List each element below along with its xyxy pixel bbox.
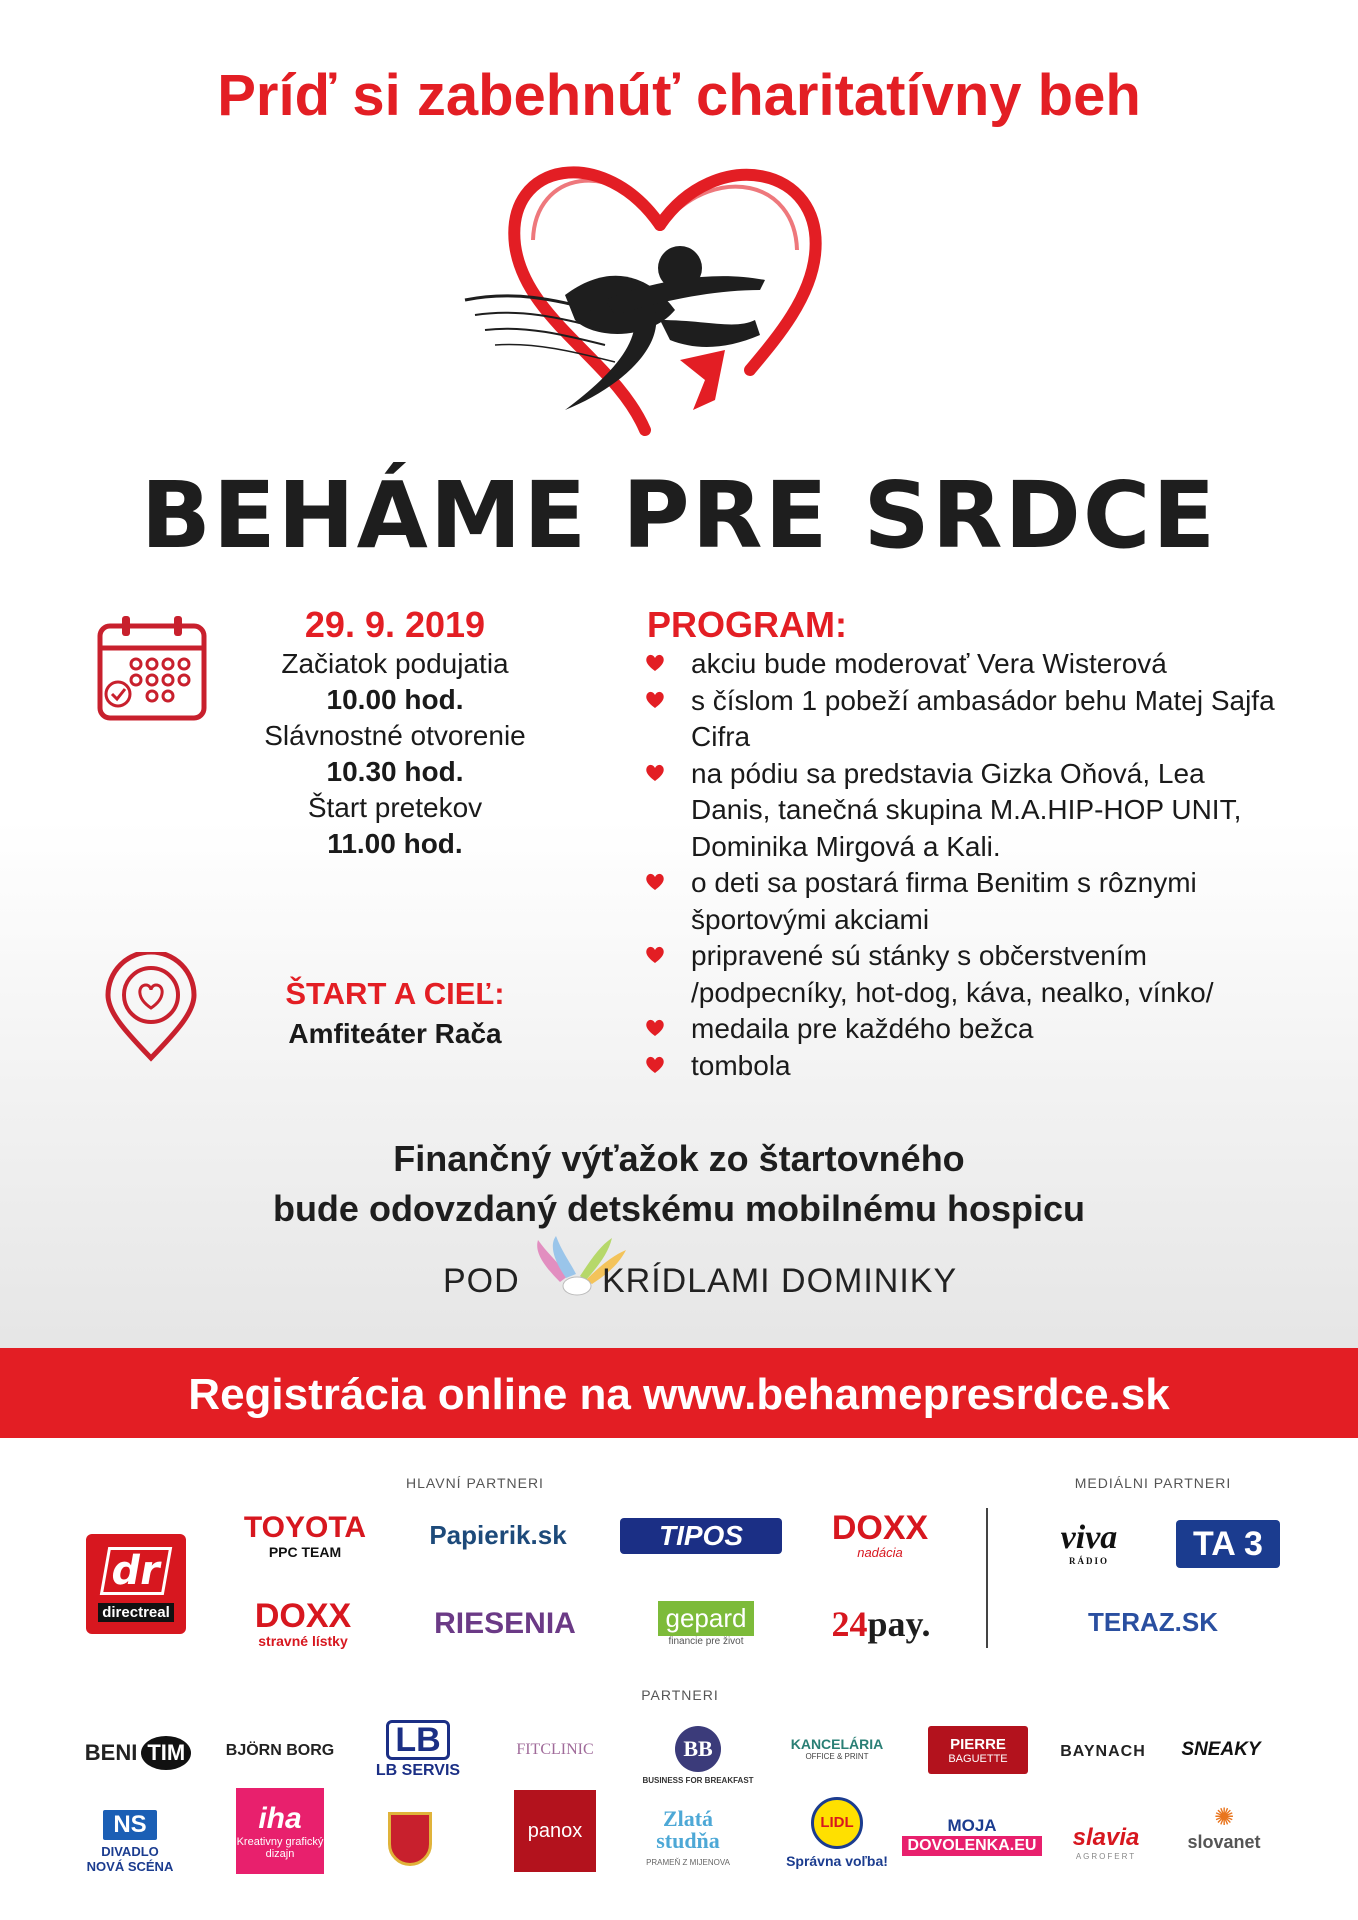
lidl-mark: LIDL xyxy=(811,1797,863,1849)
b4b-name: BUSINESS FOR BREAKFAST xyxy=(642,1775,754,1785)
program-list xyxy=(645,646,1285,1084)
ns-line2: NOVÁ SCÉNA xyxy=(86,1859,174,1874)
proceeds-line-1: Finančný výťažok zo štartovného xyxy=(393,1138,965,1179)
riesenia-logo: RIESENIA xyxy=(434,1607,576,1640)
event-title: BEHÁME PRE SRDCE xyxy=(140,462,1218,569)
event-invitation-heading: Príď si zabehnúť charitatívny beh xyxy=(217,63,1141,128)
ns-mark: NS xyxy=(103,1810,156,1840)
media-partners-label: MEDIÁLNI PARTNERI xyxy=(1074,1475,1232,1491)
program-item-text: na pódiu sa predstavia Gizka Oňová, Lea Danis, tanečná skupina M.A.HIP-HOP UNIT, Dominika Mirgová a Kali. xyxy=(691,757,1242,862)
iha-sub: Kreativny grafický dizajn xyxy=(236,1836,324,1860)
toyota-name: TOYOTA xyxy=(243,1511,367,1544)
start-finish-label: ŠTART A CIEĽ: xyxy=(285,976,505,1011)
main-partners-label: HLAVNÍ PARTNERI xyxy=(406,1475,544,1491)
calendar-icon xyxy=(96,612,208,722)
directreal-name: directreal xyxy=(98,1603,174,1622)
lb-servis-logo xyxy=(368,1718,468,1782)
ta3-logo: TA 3 xyxy=(1176,1520,1280,1568)
ns-line1: DIVADLO xyxy=(101,1844,159,1859)
pierre-baguette-logo xyxy=(928,1726,1028,1774)
slavia-logo xyxy=(1060,1820,1152,1864)
heart-bullet-icon xyxy=(645,946,665,964)
start-finish-place: Amfiteáter Rača xyxy=(288,1018,502,1049)
registration-link[interactable]: Registrácia online na www.behamepresrdce.sk xyxy=(188,1370,1170,1419)
heart-bullet-icon xyxy=(645,654,665,672)
dovolenka-name: DOVOLENKA.EU xyxy=(902,1836,1043,1856)
iha-name: iha xyxy=(258,1802,302,1835)
benitim-beni: BENI xyxy=(84,1740,138,1765)
slavia-name: slavia xyxy=(1072,1823,1140,1851)
directreal-mark: dr xyxy=(100,1547,172,1595)
doxx-stravne-sub: stravné lístky xyxy=(258,1633,348,1649)
program-item xyxy=(645,1048,1285,1085)
business-for-breakfast-logo xyxy=(636,1720,760,1790)
viva-sub: RÁDIO xyxy=(1068,1556,1109,1566)
directreal-logo xyxy=(86,1534,186,1634)
schedule-time-start: 10.00 hod. xyxy=(326,684,464,715)
schedule xyxy=(230,646,560,862)
24pay-logo xyxy=(816,1600,946,1648)
doxx-nadacia-logo xyxy=(815,1505,945,1565)
hospice-logo-text-right: KRÍDLAMI DOMINIKY xyxy=(602,1262,958,1300)
zlata-studna-logo xyxy=(636,1806,740,1876)
program-item xyxy=(645,865,1285,938)
viva-name: viva xyxy=(1060,1519,1118,1556)
benitim-tim: TIM xyxy=(141,1736,191,1770)
doxx-nadacia-sub: nadácia xyxy=(857,1544,903,1560)
24pay-word: pay. xyxy=(867,1604,931,1644)
nova-scena-logo xyxy=(78,1806,182,1878)
zlata-name: Zlatá studňa xyxy=(656,1806,720,1853)
heart-bullet-icon xyxy=(645,691,665,709)
program-item xyxy=(645,756,1285,866)
24pay-number: 24 xyxy=(831,1604,868,1644)
doxx-name: DOXX xyxy=(254,1597,352,1635)
schedule-label-start: Začiatok podujatia xyxy=(281,648,509,679)
slovanet-logo xyxy=(1180,1796,1268,1860)
heart-bullet-icon xyxy=(645,1056,665,1074)
location-pin-icon xyxy=(104,952,198,1064)
panox-logo: panox xyxy=(514,1790,596,1872)
gepard-logo xyxy=(640,1596,772,1652)
tipos-logo: TIPOS xyxy=(620,1518,782,1554)
program-item-text: akciu bude moderovať Vera Wisterová xyxy=(691,648,1167,679)
baynach-logo: BAYNACH xyxy=(1060,1743,1146,1760)
hospice-logo-text-left: POD xyxy=(443,1262,520,1300)
bjorn-borg-logo: BJÖRN BORG xyxy=(225,1742,335,1759)
toyota-logo xyxy=(230,1508,380,1564)
program-item xyxy=(645,938,1285,1011)
program-item-text: pripravené sú stánky s občerstvením /podpecníky, hot-dog, káva, nealko, vínko/ xyxy=(691,940,1214,1008)
program-item-text: medaila pre každého bežca xyxy=(691,1013,1034,1044)
schedule-label-opening: Slávnostné otvorenie xyxy=(264,720,526,751)
kancelaria-sub: OFFICE & PRINT xyxy=(805,1751,869,1761)
iha-logo xyxy=(236,1788,324,1874)
lidl-slogan: Správna voľba! xyxy=(786,1853,888,1869)
coat-of-arms-icon xyxy=(388,1812,432,1866)
b4b-mark: BB xyxy=(675,1726,721,1772)
doxx-stravne-logo xyxy=(238,1595,368,1653)
schedule-time-opening: 10.30 hod. xyxy=(326,756,464,787)
slovanet-icon: ✺ xyxy=(1213,1804,1235,1831)
program-item xyxy=(645,1011,1285,1048)
program-item-text: tombola xyxy=(691,1049,791,1081)
kancelaria-logo xyxy=(778,1728,896,1768)
event-date: 29. 9. 2019 xyxy=(304,604,486,645)
gepard-sub: financie pre život xyxy=(668,1636,744,1647)
lb-mark: LB xyxy=(386,1720,449,1760)
program-title: PROGRAM: xyxy=(647,604,847,645)
heart-bullet-icon xyxy=(645,764,665,782)
partners-divider xyxy=(986,1508,988,1648)
sneaky-logo: SNEAKY xyxy=(1181,1739,1261,1760)
doxx-name: DOXX xyxy=(831,1508,929,1547)
program-item xyxy=(645,683,1285,756)
teraz-sk-logo: TERAZ.SK xyxy=(1088,1606,1218,1637)
program-item-text: s číslom 1 pobeží ambasádor behu Matej Sajfa Cifra xyxy=(691,684,1275,752)
heart-runner-logo xyxy=(455,150,875,450)
raca-coat-of-arms-logo xyxy=(368,1800,452,1878)
kancelaria-name: KANCELÁRIA xyxy=(790,1735,884,1752)
lidl-logo xyxy=(782,1792,892,1874)
schedule-time-race: 11.00 hod. xyxy=(327,828,463,859)
papierik-logo: Papierik.sk xyxy=(429,1519,567,1550)
gepard-name: gepard xyxy=(658,1601,755,1636)
fitclinic-logo: FITCLINIC xyxy=(516,1741,594,1758)
slovanet-name: slovanet xyxy=(1187,1832,1261,1852)
benitim-logo xyxy=(86,1728,190,1778)
program-item xyxy=(645,646,1285,683)
pierre-sub: BAGUETTE xyxy=(948,1752,1008,1765)
heart-bullet-icon xyxy=(645,1019,665,1037)
pierre-name: PIERRE xyxy=(950,1735,1006,1753)
zlata-sub: PRAMEŇ Z MIJENOVA xyxy=(646,1858,730,1867)
toyota-sub: PPC TEAM xyxy=(268,1544,342,1560)
slavia-sub: AGROFERT xyxy=(1075,1851,1137,1861)
moja-dovolenka-logo xyxy=(908,1808,1036,1864)
partners-label: PARTNERI xyxy=(641,1687,719,1703)
heart-bullet-icon xyxy=(645,873,665,891)
lb-servis-name: LB SERVIS xyxy=(375,1762,461,1779)
proceeds-line-2: bude odovzdaný detskému mobilnému hospicu xyxy=(272,1188,1086,1229)
program-item-text: o deti sa postará firma Benitim s rôznymi športovými akciami xyxy=(691,867,1197,935)
moja-name: MOJA xyxy=(947,1816,997,1835)
viva-radio-logo xyxy=(1030,1512,1148,1574)
schedule-label-race: Štart pretekov xyxy=(307,792,483,823)
